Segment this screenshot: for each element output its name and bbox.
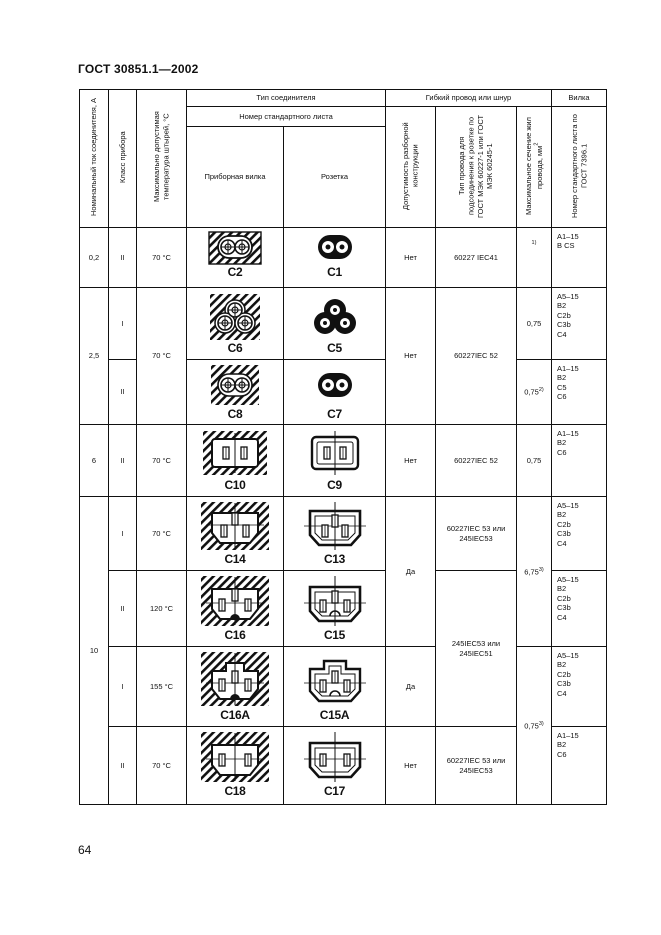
rewirable-cell: Да <box>386 497 436 647</box>
connector-label: C13 <box>323 552 346 566</box>
inlet-cell <box>187 497 284 571</box>
header-cord-type: Тип провода для подсоединения к розетке по ГОСТ МЭК 60227-1 или ГОСТ МЭК 60245-1 <box>436 107 517 228</box>
header-connector-type: Тип соединителя <box>187 90 386 107</box>
temp-cell: 70 °С <box>137 228 187 288</box>
inlet-cell <box>187 228 284 288</box>
inlet-cell <box>187 647 284 727</box>
c1-connector-drawing <box>307 230 363 266</box>
c17-connector-drawing <box>298 729 372 785</box>
c13-connector-drawing <box>298 499 372 553</box>
current-cell: 2,5 <box>80 288 109 425</box>
class-cell: II <box>109 228 137 288</box>
connector-cell <box>284 360 386 425</box>
section-cell: 6,75$^{3)}$ <box>517 497 552 647</box>
cord-cell: 60227IEC 53 или 245IEC53 <box>436 727 517 805</box>
plug-list: A5–15 B2 C2b C3b C4 <box>552 571 607 647</box>
c9-connector-drawing <box>300 427 370 479</box>
c15-connector-drawing <box>298 573 372 629</box>
inlet-cell <box>187 360 284 425</box>
inlet-cell <box>187 425 284 497</box>
connector-label: C7 <box>327 407 342 421</box>
class-cell: I <box>109 647 137 727</box>
header-plug: Вилка <box>552 90 607 107</box>
inlet-label: C10 <box>224 478 246 492</box>
connector-cell <box>284 288 386 360</box>
temp-cell: 155 °С <box>137 647 187 727</box>
inlet-label: C14 <box>224 552 246 566</box>
c16-inlet-drawing <box>198 573 272 629</box>
cord-cell: 245IEC53 или 245IEC51 <box>436 571 517 727</box>
header-connector: Розетка <box>284 127 386 228</box>
cord-cell: 60227IEC 52 <box>436 288 517 425</box>
inlet-label: C18 <box>224 784 246 798</box>
class-cell: I <box>109 288 137 360</box>
c5-connector-drawing <box>307 290 363 342</box>
section-cell: 0,75 <box>517 288 552 360</box>
c16a-inlet-drawing <box>198 649 272 709</box>
header-flexible-cord: Гибкий провод или шнур <box>386 90 552 107</box>
connector-label: C1 <box>327 265 342 279</box>
current-cell: 10 <box>80 497 109 805</box>
plug-list: A5–15 B2 C2b C3b C4 <box>552 647 607 727</box>
section-cell: 1) <box>517 228 552 288</box>
header-appliance-class: Класс прибора <box>109 90 137 228</box>
connector-label: C9 <box>327 478 342 492</box>
header-appliance-inlet: Приборная вилка <box>187 127 284 228</box>
inlet-cell <box>187 571 284 647</box>
c18-inlet-drawing <box>198 729 272 785</box>
plug-list: A5–15 B2 C2b C3b C4 <box>552 497 607 571</box>
connector-label: C15 <box>323 628 346 642</box>
rewirable-cell: Да <box>386 647 436 727</box>
temp-cell: 120 °С <box>137 571 187 647</box>
cord-cell: 60227IEC 52 <box>436 425 517 497</box>
temp-cell: 70 °С <box>137 288 187 425</box>
class-cell: II <box>109 360 137 425</box>
inlet-label: C8 <box>227 407 243 421</box>
connector-cell <box>284 425 386 497</box>
plug-list: A1–15 B2 C5 C6 <box>552 360 607 425</box>
plug-list: A1–15 B CS <box>552 228 607 288</box>
current-cell: 6 <box>80 425 109 497</box>
inlet-label: C16 <box>224 628 246 642</box>
page-number: 64 <box>78 843 92 857</box>
rewirable-cell: Нет <box>386 727 436 805</box>
c6-inlet-drawing <box>207 290 263 342</box>
plug-list: A5–15 B2 C2b C3b C4 <box>552 288 607 360</box>
c15a-connector-drawing <box>298 649 372 709</box>
temp-cell: 70 °С <box>137 497 187 571</box>
connector-cell <box>284 647 386 727</box>
plug-list: A1–15 B2 C6 <box>552 727 607 805</box>
c7-connector-drawing <box>307 362 363 408</box>
cord-cell: 60227 IEC41 <box>436 228 517 288</box>
connector-cell <box>284 497 386 571</box>
inlet-label: C16A <box>220 708 250 722</box>
inlet-cell <box>187 288 284 360</box>
inlet-cell <box>187 727 284 805</box>
temp-cell: 70 °С <box>137 425 187 497</box>
document-header: ГОСТ 30851.1—2002 <box>78 62 199 76</box>
class-cell: II <box>109 571 137 647</box>
header-std-sheet: Номер стандартного листа <box>187 107 386 127</box>
header-max-temp: Максимально допустимая температура штырей, °С <box>137 90 187 228</box>
header-max-cross-section: Максимальное сечение жил провода, $мм^2$ <box>517 107 552 228</box>
c14-inlet-drawing <box>198 499 272 553</box>
plug-list: A1–15 B2 C6 <box>552 425 607 497</box>
connector-cell <box>284 727 386 805</box>
cord-cell: 60227IEC 53 или 245IEC53 <box>436 497 517 571</box>
c2-inlet-drawing <box>207 230 263 266</box>
inlet-label: C2 <box>227 265 243 279</box>
class-cell: II <box>109 727 137 805</box>
section-cell: 0,75 <box>517 425 552 497</box>
header-plug-sheet: Номер стандартного листа по ГОСТ 7396.1 <box>552 107 607 228</box>
class-cell: I <box>109 497 137 571</box>
connector-label: C17 <box>323 784 346 798</box>
connector-cell <box>284 571 386 647</box>
class-cell: II <box>109 425 137 497</box>
header-rated-current: Номинальный ток соединителя, А <box>80 90 109 228</box>
c10-inlet-drawing <box>200 427 270 479</box>
header-rewirable: Допустимость разборной конструкции <box>386 107 436 228</box>
connector-cell <box>284 228 386 288</box>
connector-label: C5 <box>327 341 342 355</box>
connector-label: C15A <box>319 708 350 722</box>
temp-cell: 70 °С <box>137 727 187 805</box>
section-cell: 0,75$^{3)}$ <box>517 647 552 805</box>
connector-table <box>79 89 607 805</box>
rewirable-cell: Нет <box>386 425 436 497</box>
rewirable-cell: Нет <box>386 288 436 425</box>
rewirable-cell: Нет <box>386 228 436 288</box>
current-cell: 0,2 <box>80 228 109 288</box>
inlet-label: C6 <box>227 341 243 355</box>
section-cell: 0,75$^{2)}$ <box>517 360 552 425</box>
c8-inlet-drawing <box>207 362 263 408</box>
